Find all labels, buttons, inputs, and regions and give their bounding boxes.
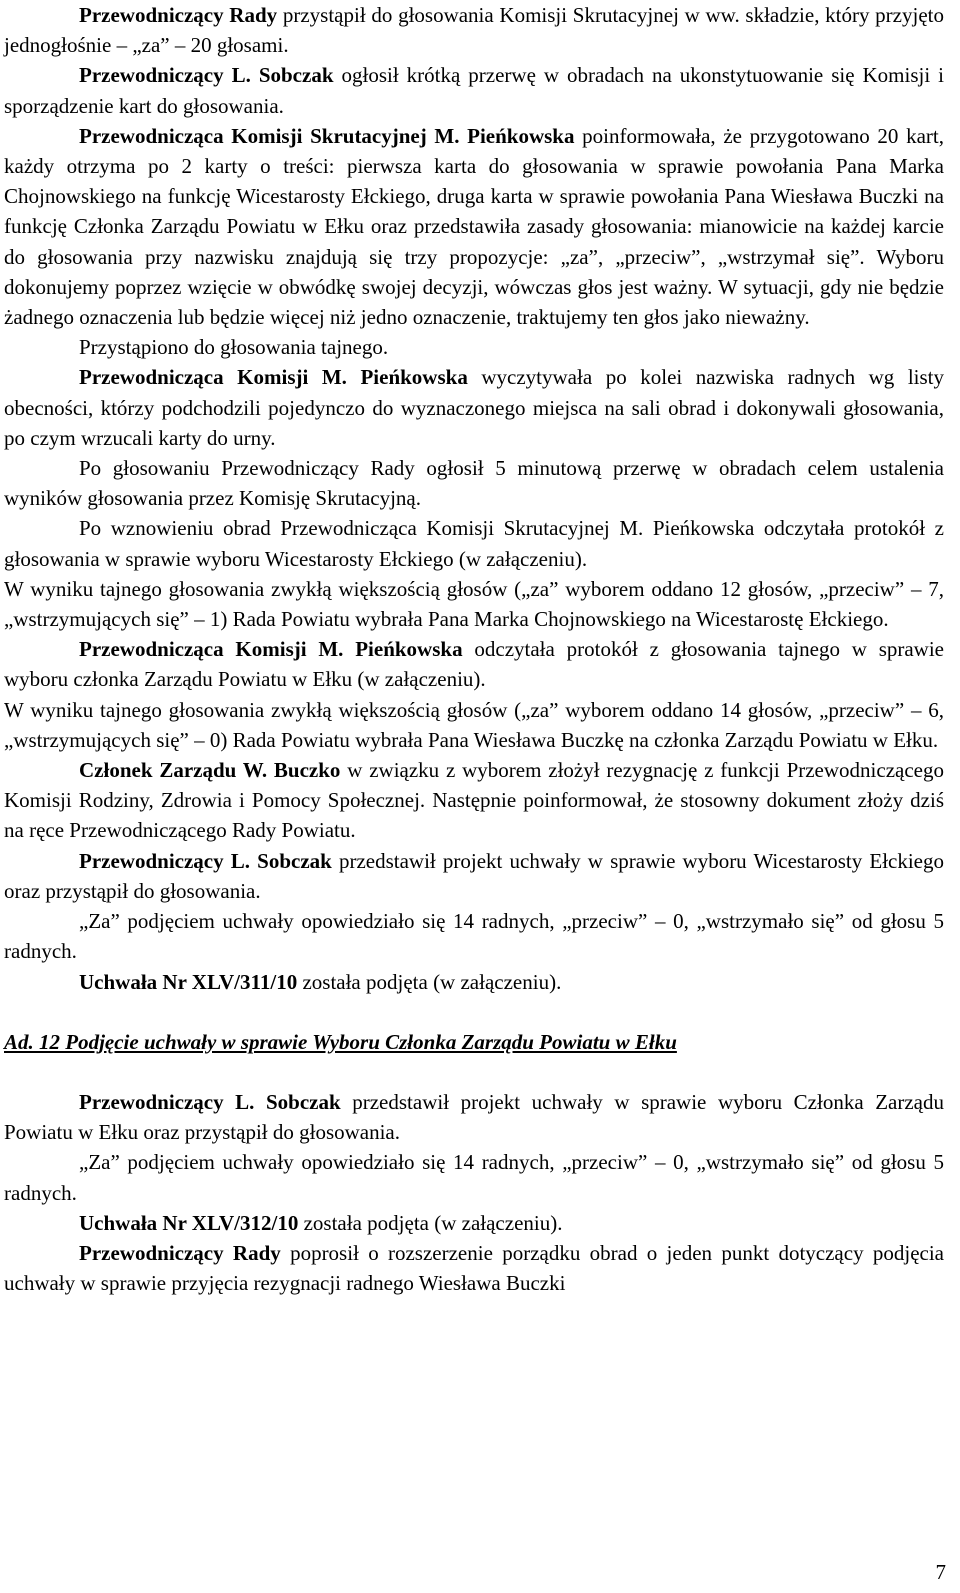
bold-text: Przewodniczący L. Sobczak <box>79 63 334 88</box>
paragraph <box>4 453 944 513</box>
section-heading: Ad. 12 Podjęcie uchwały w sprawie Wyboru Członka Zarządu Powiatu w Ełku <box>4 1029 677 1054</box>
text: poprosił o rozszerzenie porządku obrad o jeden punkt dotyczący podjęcia uchwały w sprawie przyjęcia rezygnacji radnego Wiesława Buczki <box>4 1240 944 1296</box>
text: przedstawił projekt uchwały w sprawie wyboru Członka Zarządu Powiatu w Ełku oraz przystąpił do głosowania. <box>4 1089 944 1145</box>
text: przedstawił projekt uchwały w sprawie wyboru Wicestarosty Ełckiego oraz przystąpił do głosowania. <box>4 848 944 903</box>
text: poinformowała, że przygotowano 20 kart, każdy otrzyma po 2 karty o treści: pierwsza karta do głosowania w sprawie powołania Pana Marka Chojnowskiego na funkcję Wicestarosty Ełckiego, druga karta w sprawie powołania Pana Wiesława Buczki na funkcję Członka Zarządu Powiatu w Ełku oraz przedstawiła zasady głosowania: mianowicie na każdej karcie do głosowania przy nazwisku znajdują się trzy propozycje: „za”, „przeciw”, „wstrzymał się”. Wyboru dokonujemy poprzez wzięcie w obwódkę swojej decyzji, wówczas głos jest ważny. W sytuacji, gdy nie będzie żadnego oznaczenia lub będzie więcej niż jedno oznaczenie, traktujemy ten głos jako nieważny. <box>4 123 944 330</box>
paragraph <box>4 1238 944 1298</box>
text: została podjęta (w załączeniu). <box>298 1210 563 1235</box>
paragraph <box>4 1208 944 1238</box>
paragraph <box>4 0 944 60</box>
paragraph <box>4 362 944 453</box>
bold-text: Przewodniczący Rady <box>79 1240 281 1265</box>
text: Przystąpiono do głosowania tajnego. <box>79 335 389 360</box>
paragraph <box>4 755 944 846</box>
bold-text: Przewodniczący L. Sobczak <box>79 848 332 873</box>
text: wyczytywała po kolei nazwiska radnych wg listy obecności, którzy podchodzili pojedynczo do wyznaczonego miejsca na sali obrad i dokonywali głosowania, po czym wrzucali karty do urny. <box>4 365 944 450</box>
text: Po wznowieniu obrad Przewodnicząca Komisji Skrutacyjnej M. Pieńkowska odczytała protokół z głosowania w sprawie wyboru Wicestarosty Ełckiego (w załączeniu). <box>4 516 944 571</box>
document-body-after-heading <box>4 1087 944 1298</box>
paragraph <box>4 60 944 120</box>
bold-text: Przewodniczący L. Sobczak <box>79 1089 341 1114</box>
paragraph <box>4 846 944 906</box>
bold-text: Przewodnicząca Komisji Skrutacyjnej M. Pieńkowska <box>79 123 575 148</box>
text: Po głosowaniu Przewodniczący Rady ogłosił 5 minutową przerwę w obradach celem ustalenia wyników głosowania przez Komisję Skrutacyjną. <box>4 456 944 511</box>
bold-text: Przewodnicząca Komisji M. Pieńkowska <box>79 637 463 662</box>
text: W wyniku tajnego głosowania zwykłą większością głosów („za” wyborem oddano 14 głosów, „przeciw” – 6, „wstrzymujących się” – 0) Rada Powiatu wybrała Pana Wiesława Buczkę na członka Zarządu Powiatu w Ełku. <box>4 697 944 752</box>
bold-text: Przewodnicząca Komisji M. Pieńkowska <box>79 365 468 390</box>
paragraph <box>4 1087 944 1147</box>
bold-text: Przewodniczący Rady <box>79 3 278 27</box>
paragraph <box>4 574 944 634</box>
document-page <box>4 0 944 1298</box>
document-body-before-heading <box>4 0 944 997</box>
paragraph <box>4 513 944 573</box>
bold-text: Uchwała Nr XLV/312/10 <box>79 1210 299 1235</box>
bold-text: Uchwała Nr XLV/311/10 <box>79 969 298 994</box>
spacer <box>4 997 944 1027</box>
text: odczytała protokół z głosowania tajnego w sprawie wyboru członka Zarządu Powiatu w Ełku (w załączeniu). <box>4 637 945 692</box>
paragraph <box>4 1147 944 1207</box>
paragraph <box>4 121 944 332</box>
text: „Za” podjęciem uchwały opowiedziało się 14 radnych, „przeciw” – 0, „wstrzymało się” od głosu 5 radnych. <box>4 909 944 964</box>
spacer <box>4 1057 944 1087</box>
paragraph <box>4 695 944 755</box>
paragraph <box>4 332 944 362</box>
text: „Za” podjęciem uchwały opowiedziało się 14 radnych, „przeciw” – 0, „wstrzymało się” od głosu 5 radnych. <box>4 1150 944 1205</box>
page-number: 7 <box>935 1560 946 1584</box>
text: przystąpił do głosowania Komisji Skrutacyjnej w ww. składzie, który przyjęto jednogłośnie – „za” – 20 głosami. <box>4 3 944 58</box>
text: w związku z wyborem złożył rezygnację z funkcji Przewodniczącego Komisji Rodziny, Zdrowia i Pomocy Społecznej. Następnie poinformował, że stosowny dokument złoży dziś na ręce Przewodniczącego Rady Powiatu. <box>4 758 944 843</box>
paragraph <box>4 634 944 694</box>
paragraph <box>4 906 944 966</box>
bold-text: Członek Zarządu W. Buczko <box>79 758 341 783</box>
text: została podjęta (w załączeniu). <box>297 969 562 994</box>
paragraph <box>4 967 944 997</box>
text: W wyniku tajnego głosowania zwykłą większością głosów („za” wyborem oddano 12 głosów, „przeciw” – 7, „wstrzymujących się” – 1) Rada Powiatu wybrała Pana Marka Chojnowskiego na Wicestarostę Ełckiego. <box>4 576 944 632</box>
text: ogłosił krótką przerwę w obradach na ukonstytuowanie się Komisji i sporządzenie kart do głosowania. <box>4 63 945 118</box>
